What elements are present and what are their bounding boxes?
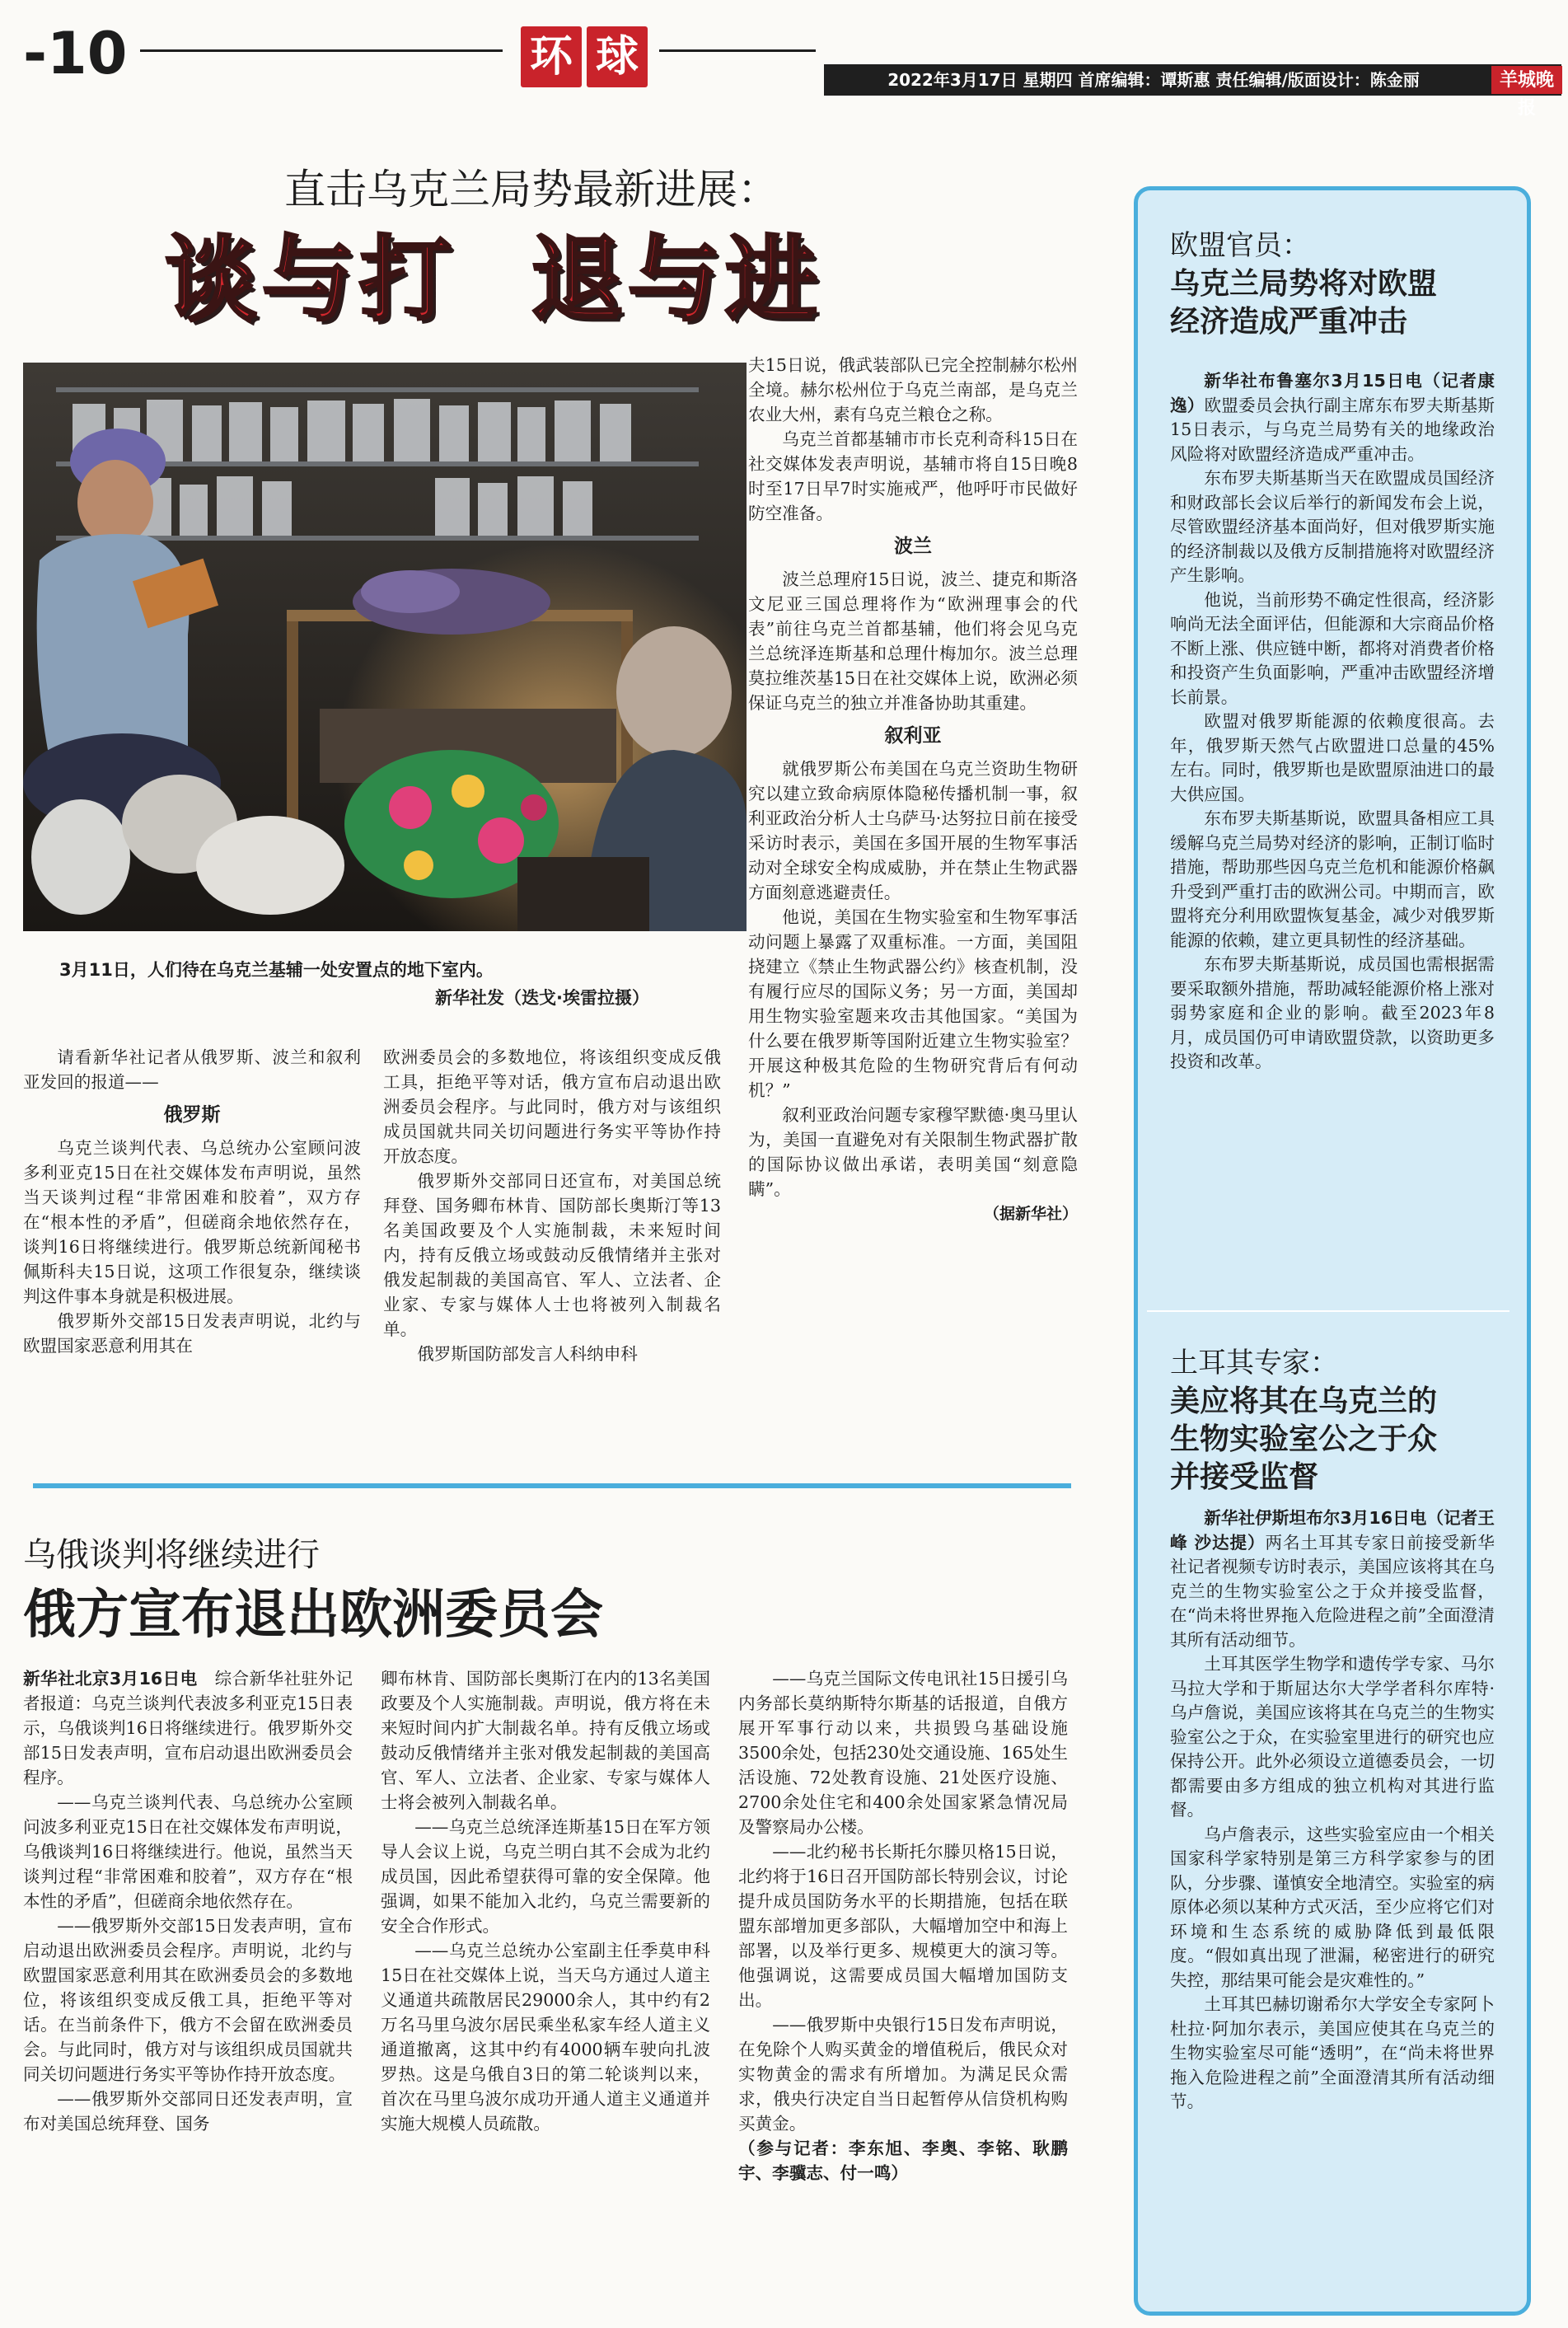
subhead-russia: 俄罗斯 — [163, 1104, 221, 1126]
second-column-3 — [738, 1666, 1068, 2185]
main-column-3 — [748, 353, 1078, 1226]
paragraph: 乌卢詹表示，这些实验室应由一个相关国家科学家特别是第三方科学家参与的团队，分步骤、谨慎安全地清空。实验室的病原体必须以某种方式灭活，至少应将它们对环境和生态系统的威胁降低到最低限度。“假如真出现了泄漏，秘密进行的研究失控，那结果可能会是灾难性的。” — [1170, 1824, 1495, 1990]
eu-article-body — [1170, 369, 1495, 1075]
photo-credit: 新华社发（迭戈·埃雷拉摄） — [435, 988, 649, 1008]
paragraph — [1170, 369, 1495, 466]
sidebar-divider — [1147, 1310, 1509, 1312]
paragraph: 土耳其巴赫切谢希尔大学安全专家阿卜杜拉·阿加尔表示，美国应使其在乌克兰的生物实验室尽可能“透明”，在“尚未将世界拖入危险进程之前”全面澄清其所有活动细节。 — [1170, 1994, 1495, 2111]
second-headline: 俄方宣布退出欧洲委员会 — [23, 1585, 603, 1646]
paragraph: ——乌克兰总统办公室副主任季莫申科15日在社交媒体上说，当天乌方通过人道主义通道共疏散居民29000余人，其中约有2万名马里乌波尔居民乘坐私家车经人道主义通道撤离，这其中约有4000辆车驶向扎波罗热。这是乌俄自3日的第二轮谈判以来，首次在马里乌波尔成功开通人道主义通道并实施大规模人员疏散。 — [381, 1941, 710, 2134]
lead-text: 欧盟委员会执行副主席东布罗夫斯基斯15日表示，与乌克兰局势有关的地缘政治风险将对欧盟经济造成严重冲击。 — [1170, 395, 1495, 464]
paragraph: ——北约秘书长斯托尔滕贝格15日说，北约将于16日召开国防部长特别会议，讨论提升成员国防务水平的长期措施，包括在联盟东部增加更多部队，大幅增加空中和海上部署，以及举行更多、规模更大的演习等。他强调说，这需要成员国大幅增加国防支出。 — [738, 1842, 1068, 2010]
paragraph — [23, 1666, 353, 1790]
paragraph: 夫15日说，俄武装部队已完全控制赫尔松州全境。赫尔松州位于乌克兰南部，是乌克兰农业大州，素有乌克兰粮仓之称。 — [748, 355, 1078, 424]
header-rule-right — [659, 49, 816, 52]
eu-kicker: 欧盟官员： — [1170, 229, 1310, 262]
paragraph: ——俄罗斯外交部同日还发表声明，宣布对美国总统拜登、国务 — [23, 2089, 353, 2134]
paragraph: 卿布林肯、国防部长奥斯汀在内的13名美国政要及个人实施制裁。声明说，俄方将在未来短时间内扩大制裁名单。持有反俄立场或鼓动反俄情绪并主张对俄发起制裁的美国高官、军人、立法者、企业家、专家与媒体人士将会被列入制裁名单。 — [381, 1669, 710, 1812]
second-column-1 — [23, 1666, 353, 2136]
paragraph — [1170, 1506, 1495, 1652]
main-column-2 — [383, 1045, 721, 1366]
second-kicker: 乌俄谈判将继续进行 — [23, 1536, 320, 1574]
paragraph: 就俄罗斯公布美国在乌克兰资助生物研究以建立致命病原体隐秘传播机制一事，叙利亚政治分析人士乌萨马·达努拉日前在接受采访时表示，美国在多国开展的生物军事活动对全球安全构成威胁，并在禁止生物武器方面刻意逃避责任。 — [748, 759, 1078, 902]
paragraph: ——乌克兰总统泽连斯基15日在军方领导人会议上说，乌克兰明白其不会成为北约成员国，因此希望获得可靠的安全保障。他强调，如果不能加入北约，乌克兰需要新的安全合作形式。 — [381, 1817, 710, 1936]
paragraph: 东布罗夫斯基斯说，欧盟具备相应工具缓解乌克兰局势对经济的影响，正制订临时措施，帮助那些因乌克兰危机和能源价格飙升受到严重打击的欧洲公司。中期而言，欧盟将充分利用欧盟恢复基金，减少对俄罗斯能源的依赖，建立更具韧性的经济基础。 — [1170, 808, 1495, 950]
paragraph: 波兰总理府15日说，波兰、捷克和斯洛文尼亚三国总理将作为“欧洲理事会的代表”前往乌克兰首都基辅，他们将会见乌克兰总统泽连斯基和总理什梅加尔。波兰总理莫拉维茨基15日在社交媒体上说，欧洲必须保证乌克兰的独立并准备协助其重建。 — [748, 569, 1078, 713]
paragraph: 俄罗斯国防部发言人科纳申科 — [417, 1344, 638, 1364]
contributors: （参与记者：李东旭、李奥、李铭、耿鹏宇、李骥志、付一鸣） — [738, 2138, 1068, 2183]
eu-headline-line1: 乌克兰局势将对欧盟 — [1170, 267, 1438, 301]
dateline: 新华社北京3月16日电 — [23, 1669, 198, 1689]
section-badge-1: 环 — [521, 26, 582, 87]
tr-article-body — [1170, 1506, 1495, 2115]
source-note: （据新华社） — [983, 1205, 1078, 1223]
main-headline: 谈与打 退与进 — [165, 227, 822, 334]
paragraph: 他说，美国在生物实验室和生物军事活动问题上暴露了双重标准。一方面，美国阻挠建立《禁止生物武器公约》核查机制，没有履行应尽的国际义务；另一方面，美国却用生物实验室题来攻击其他国家。“美国为什么要在俄罗斯等国附近建立生物实验室？开展这种极其危险的生物研究背后有何动机？” — [748, 907, 1078, 1100]
photo-caption: 3月11日，人们待在乌克兰基辅一处安置点的地下室内。 — [59, 960, 494, 980]
basement-shelter-photo — [23, 363, 747, 931]
tr-headline-line3: 并接受监督 — [1170, 1460, 1319, 1494]
lead-text: 两名土耳其专家日前接受新华社记者视频专访时表示，美国应该将其在乌克兰的生物实验室公之于众并接受监督，在“尚未将世界拖入危险进程之前”全面澄清其所有活动细节。 — [1170, 1532, 1495, 1650]
paragraph: 乌克兰首都基辅市市长克利奇科15日在社交媒体发表声明说，基辅市将自15日晚8时至17日早7时实施戒严，他呼吁市民做好防空准备。 — [748, 429, 1078, 523]
subhead-poland: 波兰 — [894, 536, 932, 557]
lead-text: 综合新华社驻外记者报道：乌克兰谈判代表波多利亚克15日表示，乌俄谈判16日将继续进行。俄罗斯外交部15日发表声明，宣布启动退出欧洲委员会程序。 — [23, 1669, 353, 1787]
paragraph: 俄罗斯外交部15日发表声明说，北约与欧盟国家恶意利用其在 — [23, 1311, 361, 1356]
dateline: 新华社布鲁塞尔3月15日电（记者康逸） — [1170, 371, 1495, 415]
tr-kicker: 土耳其专家： — [1170, 1347, 1338, 1379]
paragraph: 欧盟对俄罗斯能源的依赖度很高。去年，俄罗斯天然气占欧盟进口总量的45%左右。同时，俄罗斯也是欧盟原油进口的最大供应国。 — [1170, 711, 1495, 804]
eu-headline-line2: 经济造成严重冲击 — [1170, 305, 1408, 339]
tr-headline-line2: 生物实验室公之于众 — [1170, 1422, 1438, 1456]
paragraph: 叙利亚政治问题专家穆罕默德·奥马里认为，美国一直避免对有关限制生物武器扩散的国际协议做出承诺，表明美国“刻意隐瞒”。 — [748, 1105, 1078, 1199]
main-column-1 — [23, 1045, 361, 1358]
header-rule — [140, 49, 503, 52]
tr-headline-line1: 美应将其在乌克兰的 — [1170, 1384, 1438, 1418]
subhead-syria: 叙利亚 — [884, 725, 942, 747]
paragraph: 俄罗斯外交部同日还宣布，对美国总统拜登、国务卿布林肯、国防部长奥斯汀等13名美国政要及个人实施制裁，未来短时间内，持有反俄立场或鼓动反俄情绪并主张对俄发起制裁的美国高官、军人、立法者、企业家、专家与媒体人士也将被列入制裁名单。 — [383, 1171, 721, 1339]
paragraph: 土耳其医学生物学和遗传学专家、马尔马拉大学和于斯屈达尔大学学者科尔库特·乌卢詹说，美国应该将其在乌克兰的生物实验室公之于众，在实验室里进行的研究也应保持公开。此外必须设立道德委员会，一切都需要由多方组成的独立机构对其进行监督。 — [1170, 1654, 1495, 1820]
intro-paragraph: 请看新华社记者从俄罗斯、波兰和叙利亚发回的报道—— — [23, 1047, 361, 1092]
paragraph: ——俄罗斯外交部15日发表声明，宣布启动退出欧洲委员会程序。声明说，北约与欧盟国家恶意利用其在欧洲委员会的多数地位，将该组织变成反俄工具，拒绝平等对话。在当前条件下，俄方不会留在欧洲委员会。与此同时，俄方对与该组织成员国就共同关切问题进行务实平等协作持开放态度。 — [23, 1916, 353, 2084]
dateline: 新华社伊斯坦布尔3月16日电（记者王峰 沙达提） — [1170, 1508, 1495, 1553]
section-divider — [33, 1483, 1071, 1488]
newspaper-logo: 羊城晚报 — [1491, 66, 1562, 94]
second-column-2 — [381, 1666, 710, 2136]
paragraph: ——乌克兰谈判代表、乌总统办公室顾问波多利亚克15日在社交媒体发布声明说，乌俄谈判16日将继续进行。他说，虽然当天谈判过程“非常困难和胶着”，双方存在“根本性的矛盾”，但磋商余地依然存在。 — [23, 1792, 353, 1911]
header-info: 2022年3月17日 星期四 首席编辑：谭斯惠 责任编辑/版面设计：陈金丽 — [887, 70, 1420, 90]
page-number: -10 — [23, 20, 128, 87]
paragraph: ——俄罗斯中央银行15日发布声明说，在免除个人购买黄金的增值税后，俄民众对实物黄金的需求有所增加。为满足民众需求，俄央行决定自当日起暂停从信贷机构购买黄金。 — [738, 2015, 1068, 2134]
section-badge-2: 球 — [587, 26, 648, 87]
paragraph: 东布罗夫斯基斯当天在欧盟成员国经济和财政部长会议后举行的新闻发布会上说，尽管欧盟经济基本面尚好，但对俄罗斯实施的经济制裁以及俄方反制措施将对欧盟经济产生影响。 — [1170, 468, 1495, 585]
paragraph: ——乌克兰国际文传电讯社15日援引乌内务部长莫纳斯特尔斯基的话报道，自俄方展开军事行动以来，共损毁乌基础设施3500余处，包括230处交通设施、165处生活设施、72处教育设施、21处医疗设施、2700余处住宅和400余处国家紧急情况局及警察局办公楼。 — [738, 1669, 1068, 1837]
paragraph: 乌克兰谈判代表、乌总统办公室顾问波多利亚克15日在社交媒体发布声明说，虽然当天谈判过程“非常困难和胶着”，双方存在“根本性的矛盾”，但磋商余地依然存在，谈判16日将继续进行。俄罗斯总统新闻秘书佩斯科夫15日说，这项工作很复杂，继续谈判这件事本身就是积极进展。 — [23, 1138, 361, 1306]
paragraph: 东布罗夫斯基斯说，成员国也需根据需要采取额外措施，帮助减轻能源价格上涨对弱势家庭和企业的影响。截至2023年8月，成员国仍可申请欧盟贷款，以资助更多投资和改革。 — [1170, 954, 1495, 1071]
paragraph: 他说，当前形势不确定性很高，经济影响尚无法全面评估，但能源和大宗商品价格不断上涨、供应链中断，都将对消费者价格和投资产生负面影响，严重冲击欧盟经济增长前景。 — [1170, 589, 1495, 707]
main-kicker: 直击乌克兰局势最新进展： — [284, 166, 779, 213]
paragraph: 欧洲委员会的多数地位，将该组织变成反俄工具，拒绝平等对话，俄方宣布启动退出欧洲委员会程序。与此同时，俄方对与该组织成员国就共同关切问题进行务实平等协作持开放态度。 — [383, 1047, 721, 1166]
